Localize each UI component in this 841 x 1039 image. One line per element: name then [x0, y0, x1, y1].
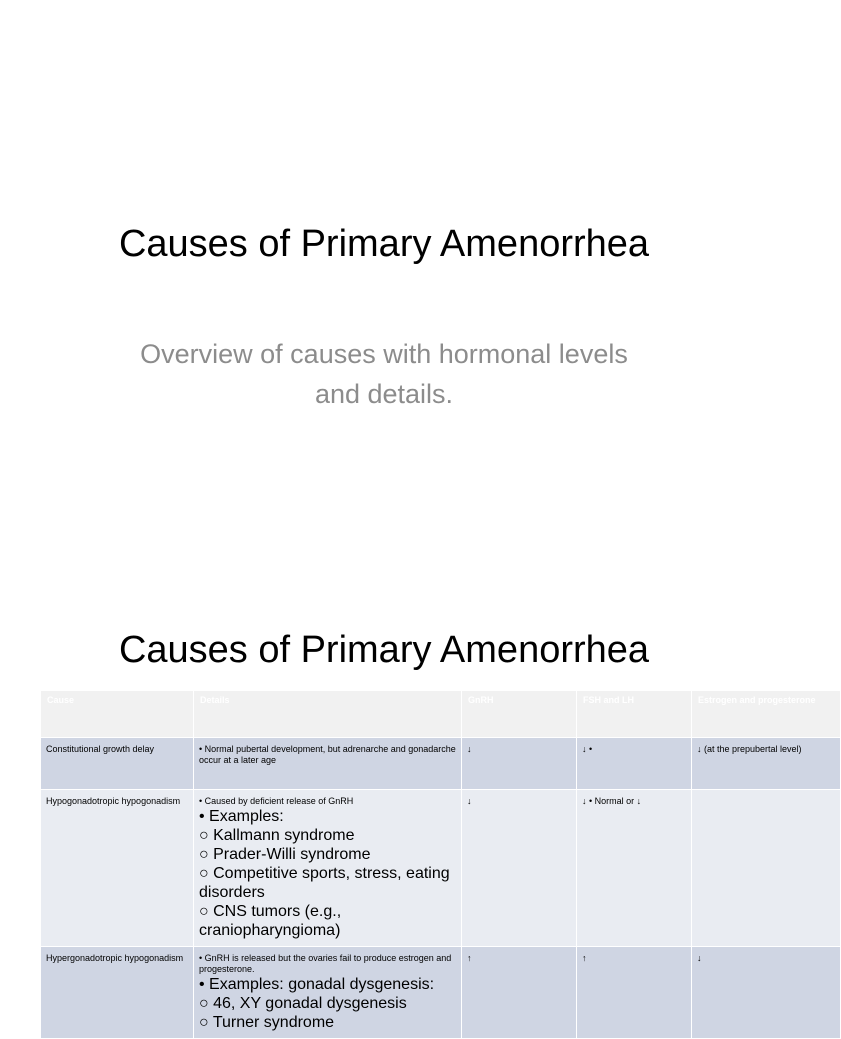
- details-text: • Caused by deficient release of GnRH: [199, 796, 354, 806]
- table-row: [41, 947, 841, 1039]
- cell-estrogen: ↓: [692, 947, 841, 1039]
- cell-gnrh: ↓: [462, 790, 577, 947]
- table-row: [41, 790, 841, 947]
- cell-cause: Hypogonadotropic hypogonadism: [41, 790, 194, 947]
- causes-table-container: [40, 690, 816, 1031]
- details-sub-item: ○ Prader-Willi syndrome: [199, 846, 371, 863]
- details-sub-item: ○ 46, XY gonadal dysgenesis: [199, 995, 407, 1012]
- slide-2-title: Causes of Primary Amenorrhea: [118, 629, 650, 671]
- details-sub-item: ○ Turner syndrome: [199, 1014, 335, 1031]
- cell-details: [194, 947, 462, 1039]
- cell-gnrh: ↓: [462, 738, 577, 790]
- header-gnrh: GnRH: [462, 691, 577, 738]
- slide-1-title: Causes of Primary Amenorrhea: [118, 223, 650, 265]
- cell-cause: Constitutional growth delay: [41, 738, 194, 790]
- cell-cause: Hypergonadotropic hypogonadism: [41, 947, 194, 1039]
- details-bullet: • Examples: gonadal dysgenesis:: [199, 976, 435, 993]
- header-estrogen-progesterone: Estrogen and progesterone: [692, 691, 841, 738]
- header-fsh-lh: FSH and LH: [577, 691, 692, 738]
- table-header-row: [41, 691, 841, 738]
- details-text: • GnRH is released but the ovaries fail to produce estrogen and progesterone.: [199, 953, 452, 974]
- cell-estrogen: [692, 790, 841, 947]
- header-details: Details: [194, 691, 462, 738]
- details-sub-item: ○ Kallmann syndrome: [199, 827, 355, 844]
- cell-gnrh: ↑: [462, 947, 577, 1039]
- details-bullet: • Examples:: [199, 808, 284, 825]
- cell-fsh-lh: ↑: [577, 947, 692, 1039]
- causes-table: [40, 690, 841, 1039]
- table-row: [41, 738, 841, 790]
- cell-details: [194, 738, 462, 790]
- details-text: • Normal pubertal development, but adrenarche and gonadarche occur at a later age: [199, 744, 456, 765]
- cell-details: [194, 790, 462, 947]
- cell-fsh-lh: ↓ •: [577, 738, 692, 790]
- header-cause: Cause: [41, 691, 194, 738]
- slide-1-subtitle: Overview of causes with hormonal levels and details.: [140, 339, 628, 409]
- details-sub-item: ○ CNS tumors (e.g., craniopharyngioma): [199, 903, 342, 939]
- details-sub-item: ○ Competitive sports, stress, eating disorders: [199, 865, 450, 901]
- cell-estrogen: ↓ (at the prepubertal level): [692, 738, 841, 790]
- cell-fsh-lh: ↓ • Normal or ↓: [577, 790, 692, 947]
